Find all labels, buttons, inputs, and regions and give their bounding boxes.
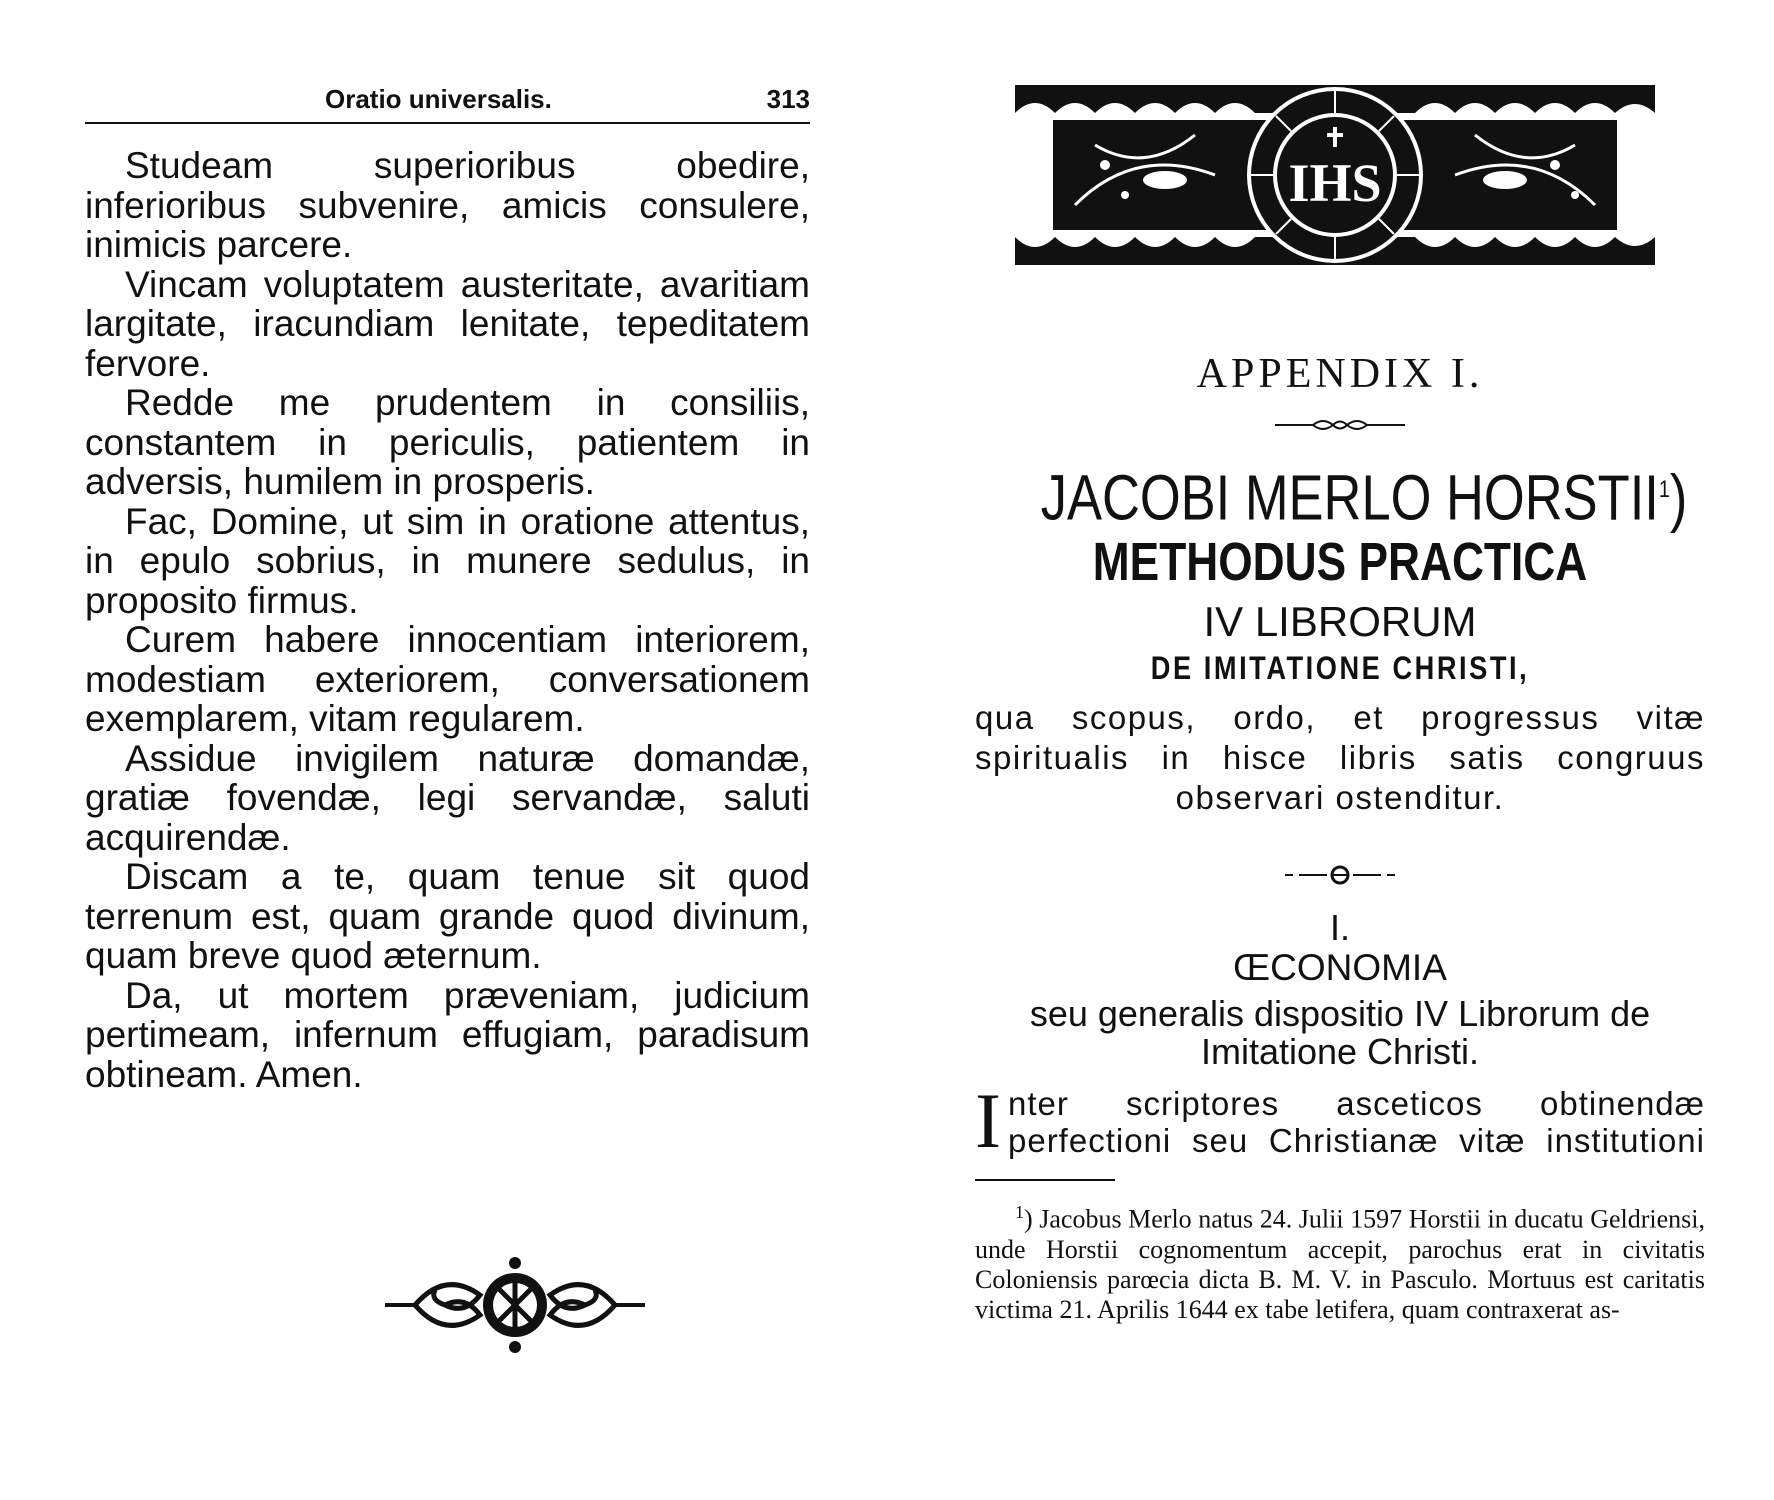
paragraph: Assidue invigilem naturæ domandæ, gratiæ fovendæ, legi servandæ, saluti acquirendæ. [85,737,810,858]
paragraph: Curem habere innocentiam interiorem, modestiam exteriorem, conversationem exemplarem, vitam regularem. [85,619,810,739]
prayer-text [85,146,810,1094]
intro-text: nter scriptores asceticos obtinendæ perfectioni seu Christianæ vitæ institutioni [1007,1085,1705,1159]
title-line-imitatione: DE IMITATIONE CHRISTI, [1150,650,1530,687]
footnote-rule [975,1179,1115,1181]
drop-cap: I [975,1077,1002,1164]
title-description: qua scopus, ordo, et progressus vitæ spiritualis in hisce libris satis congruus observari ostenditur. [975,699,1705,817]
tailpiece-ornament-icon [385,1255,645,1360]
title-line-methodus: METHODUS PRACTICA [1092,532,1588,593]
paragraph: Studeam superioribus obedire, inferioribus subvenire, amicis consulere, inimicis parcere. [85,145,810,265]
separator-ornament-icon [1275,415,1405,440]
title-line-author [1040,455,1688,534]
ihs-monogram: IHS [1288,153,1382,213]
left-page [85,70,810,1094]
paragraph: Redde me prudentem in consiliis, constantem in periculis, patientem in adversis, humilem in prosperis. [85,382,810,502]
footnote-ref: 1 [1658,476,1670,503]
footnote-ref-paren: ) [1669,461,1688,534]
footnote [975,1197,1705,1325]
author-name: JACOBI MERLO HORSTII [1040,461,1659,534]
title-block [975,455,1705,818]
footnote-mark: 1 [1015,1202,1024,1222]
title-line-librorum: IV LIBRORUM [1203,598,1477,646]
paragraph: Da, ut mortem præveniam, judicium pertimeam, infernum effugiam, paradisum obtineam. Amen. [85,974,810,1095]
paragraph: Fac, Domine, ut sim in oratione attentus, in epulo sobrius, in munere sedulus, in proposito firmus. [85,500,810,621]
separator-ornament-icon [1285,865,1395,890]
intro-paragraph [975,1077,1705,1164]
running-title: Oratio universalis. [325,84,552,114]
section-title: ŒCONOMIA [1233,947,1447,988]
footnote-paren: ) [1024,1204,1033,1234]
section-number: I. [1329,907,1350,948]
footnote-text: Jacobus Merlo natus 24. Julii 1597 Horstii in ducatu Geldriensi, unde Horstii cognomentum accepit, parochus erat in civitatis Coloniensis parœcia dicta B. M. V. in Pasculo. Mortuus est caritatis victima 21. Aprilis 1644 ex tabe letifera, quam contraxerat as- [975,1204,1705,1324]
page-number: 313 [766,84,810,114]
running-head [85,70,810,124]
ihs-headpiece-ornament [1015,85,1655,270]
section-subtitle: seu generalis dispositio IV Librorum de Imitatione Christi. [1029,993,1651,1072]
appendix-title: APPENDIX I. [1196,351,1484,397]
paragraph: Vincam voluptatem austeritate, avaritiam largitate, iracundiam lenitate, tepeditatem fervore. [85,263,810,384]
paragraph: Discam a te, quam tenue sit quod terrenum est, quam grande quod divinum, quam breve quod æternum. [85,856,810,976]
footnote-body [975,1197,1705,1325]
